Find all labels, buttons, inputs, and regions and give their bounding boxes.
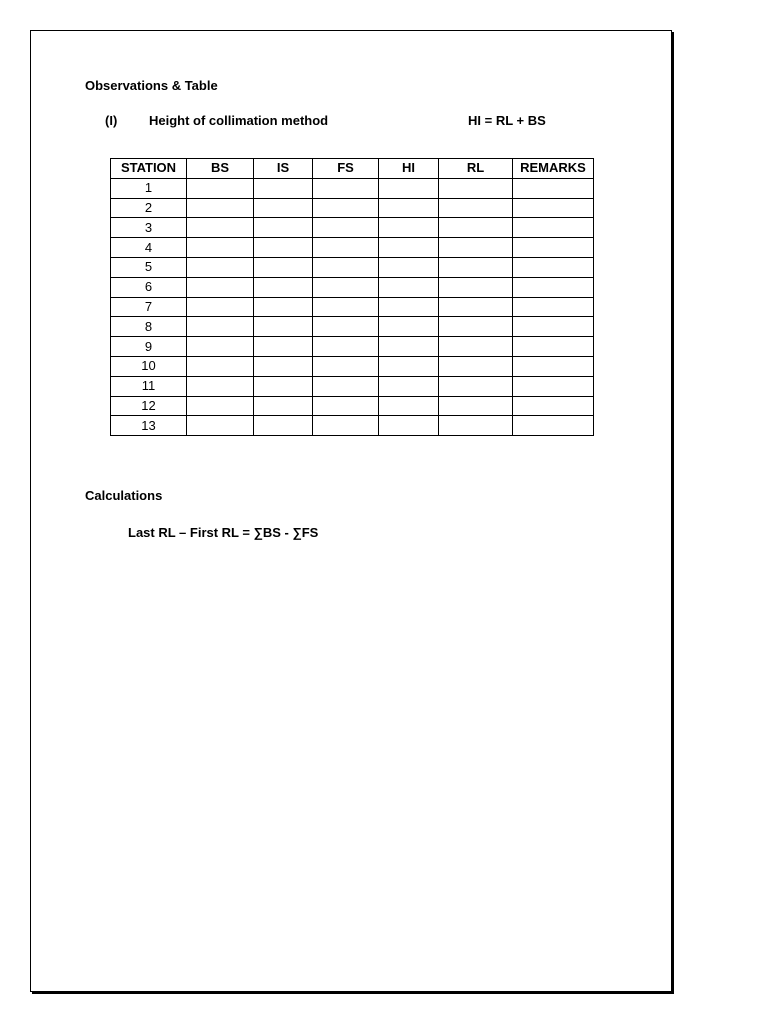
- fs-cell: [313, 416, 379, 436]
- hi-cell: [379, 317, 439, 337]
- hi-cell: [379, 376, 439, 396]
- is-cell: [254, 376, 313, 396]
- is-cell: [254, 297, 313, 317]
- fs-cell: [313, 317, 379, 337]
- rl-cell: [439, 337, 513, 357]
- station-cell: 2: [111, 198, 187, 218]
- rl-cell: [439, 277, 513, 297]
- table-body: [111, 178, 594, 435]
- bs-cell: [187, 416, 254, 436]
- remarks-cell: [513, 198, 594, 218]
- bs-cell: [187, 337, 254, 357]
- hi-cell: [379, 257, 439, 277]
- rl-cell: [439, 396, 513, 416]
- is-cell: [254, 396, 313, 416]
- hi-cell: [379, 218, 439, 238]
- rl-cell: [439, 198, 513, 218]
- header-remarks: REMARKS: [513, 159, 594, 179]
- fs-cell: [313, 277, 379, 297]
- station-cell: 5: [111, 257, 187, 277]
- header-rl: RL: [439, 159, 513, 179]
- method-number: (I): [105, 113, 118, 128]
- station-cell: 6: [111, 277, 187, 297]
- hi-cell: [379, 178, 439, 198]
- rl-cell: [439, 218, 513, 238]
- remarks-cell: [513, 396, 594, 416]
- fs-cell: [313, 238, 379, 258]
- method-row: [105, 113, 585, 131]
- bs-cell: [187, 317, 254, 337]
- table-header-row: [111, 159, 594, 179]
- is-cell: [254, 356, 313, 376]
- hi-cell: [379, 337, 439, 357]
- fs-cell: [313, 376, 379, 396]
- rl-cell: [439, 257, 513, 277]
- bs-cell: [187, 376, 254, 396]
- hi-cell: [379, 238, 439, 258]
- table-row: [111, 198, 594, 218]
- table-row: [111, 238, 594, 258]
- method-formula: HI = RL + BS: [468, 113, 546, 128]
- fs-cell: [313, 178, 379, 198]
- remarks-cell: [513, 218, 594, 238]
- hi-cell: [379, 416, 439, 436]
- table-row: [111, 297, 594, 317]
- hi-cell: [379, 396, 439, 416]
- bs-cell: [187, 257, 254, 277]
- is-cell: [254, 416, 313, 436]
- station-cell: 1: [111, 178, 187, 198]
- is-cell: [254, 337, 313, 357]
- method-title: Height of collimation method: [149, 113, 329, 128]
- header-is: IS: [254, 159, 313, 179]
- header-bs: BS: [187, 159, 254, 179]
- is-cell: [254, 198, 313, 218]
- is-cell: [254, 238, 313, 258]
- table-row: [111, 178, 594, 198]
- rl-cell: [439, 178, 513, 198]
- is-cell: [254, 257, 313, 277]
- fs-cell: [313, 337, 379, 357]
- rl-cell: [439, 238, 513, 258]
- remarks-cell: [513, 337, 594, 357]
- fs-cell: [313, 297, 379, 317]
- observations-heading: Observations & Table: [85, 78, 218, 93]
- fs-cell: [313, 198, 379, 218]
- hi-cell: [379, 198, 439, 218]
- bs-cell: [187, 277, 254, 297]
- is-cell: [254, 218, 313, 238]
- station-cell: 12: [111, 396, 187, 416]
- remarks-cell: [513, 317, 594, 337]
- table-row: [111, 317, 594, 337]
- rl-cell: [439, 416, 513, 436]
- remarks-cell: [513, 257, 594, 277]
- remarks-cell: [513, 178, 594, 198]
- fs-cell: [313, 257, 379, 277]
- bs-cell: [187, 198, 254, 218]
- table-row: [111, 356, 594, 376]
- is-cell: [254, 317, 313, 337]
- is-cell: [254, 277, 313, 297]
- table-row: [111, 337, 594, 357]
- header-fs: FS: [313, 159, 379, 179]
- rl-cell: [439, 356, 513, 376]
- station-cell: 13: [111, 416, 187, 436]
- table-row: [111, 277, 594, 297]
- table-row: [111, 416, 594, 436]
- calculations-heading: Calculations: [85, 488, 163, 503]
- calculation-formula: Last RL – First RL = ∑BS - ∑FS: [128, 525, 319, 540]
- remarks-cell: [513, 356, 594, 376]
- bs-cell: [187, 218, 254, 238]
- hi-cell: [379, 297, 439, 317]
- bs-cell: [187, 297, 254, 317]
- table-row: [111, 376, 594, 396]
- bs-cell: [187, 238, 254, 258]
- station-cell: 8: [111, 317, 187, 337]
- station-cell: 10: [111, 356, 187, 376]
- fs-cell: [313, 396, 379, 416]
- remarks-cell: [513, 238, 594, 258]
- rl-cell: [439, 376, 513, 396]
- station-cell: 11: [111, 376, 187, 396]
- is-cell: [254, 178, 313, 198]
- rl-cell: [439, 297, 513, 317]
- remarks-cell: [513, 297, 594, 317]
- remarks-cell: [513, 416, 594, 436]
- bs-cell: [187, 178, 254, 198]
- table-row: [111, 396, 594, 416]
- header-hi: HI: [379, 159, 439, 179]
- fs-cell: [313, 356, 379, 376]
- header-station: STATION: [111, 159, 187, 179]
- bs-cell: [187, 356, 254, 376]
- station-cell: 7: [111, 297, 187, 317]
- rl-cell: [439, 317, 513, 337]
- station-cell: 4: [111, 238, 187, 258]
- table-row: [111, 257, 594, 277]
- bs-cell: [187, 396, 254, 416]
- document-page: [30, 30, 672, 992]
- station-cell: 3: [111, 218, 187, 238]
- hi-cell: [379, 356, 439, 376]
- table-row: [111, 218, 594, 238]
- hi-cell: [379, 277, 439, 297]
- station-cell: 9: [111, 337, 187, 357]
- remarks-cell: [513, 277, 594, 297]
- fs-cell: [313, 218, 379, 238]
- observations-table: [110, 158, 594, 436]
- remarks-cell: [513, 376, 594, 396]
